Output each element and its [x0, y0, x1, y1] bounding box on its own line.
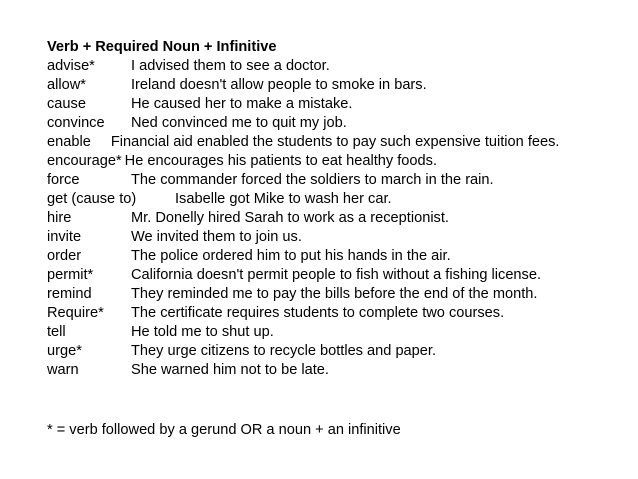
- list-item: [47, 361, 627, 380]
- verb-term: allow*: [47, 77, 86, 93]
- verb-term: convince: [47, 115, 105, 131]
- example-sentence: We invited them to join us.: [131, 229, 302, 245]
- list-item: [47, 171, 627, 190]
- verb-term: cause: [47, 96, 86, 112]
- verb-term: Require*: [47, 305, 104, 321]
- list-item: [47, 95, 627, 114]
- example-sentence: Ned convinced me to quit my job.: [131, 115, 347, 131]
- footnote: * = verb followed by a gerund OR a noun + an infinitive: [47, 422, 401, 438]
- verb-list: [47, 38, 627, 380]
- example-sentence: The police ordered him to put his hands in the air.: [131, 248, 451, 264]
- verb-term: permit*: [47, 267, 94, 283]
- list-item: [47, 57, 627, 76]
- example-sentence: I advised them to see a doctor.: [131, 58, 330, 74]
- verb-term: warn: [47, 362, 79, 378]
- example-sentence: The commander forced the soldiers to march in the rain.: [131, 172, 494, 188]
- list-item: [47, 209, 627, 228]
- verb-term: tell: [47, 324, 66, 340]
- verb-term: urge*: [47, 343, 82, 359]
- list-item: [47, 114, 627, 133]
- list-item: [47, 342, 627, 361]
- verb-term: enable: [47, 134, 91, 150]
- example-sentence: He told me to shut up.: [131, 324, 274, 340]
- list-item: [47, 228, 627, 247]
- list-item: [47, 323, 627, 342]
- example-sentence: They reminded me to pay the bills before the end of the month.: [131, 286, 538, 302]
- verb-term: get (cause to): [47, 191, 137, 207]
- verb-term: invite: [47, 229, 82, 245]
- example-sentence: She warned him not to be late.: [131, 362, 329, 378]
- example-sentence: They urge citizens to recycle bottles and paper.: [131, 343, 437, 359]
- example-sentence: The certificate requires students to complete two courses.: [131, 305, 505, 321]
- list-item: [47, 133, 627, 152]
- example-sentence: Ireland doesn't allow people to smoke in bars.: [131, 77, 427, 93]
- example-sentence: California doesn't permit people to fish without a fishing license.: [131, 267, 542, 283]
- example-sentence: He encourages his patients to eat healthy foods.: [124, 153, 438, 169]
- list-item: [47, 247, 627, 266]
- verb-term: advise*: [47, 58, 95, 74]
- example-sentence: Financial aid enabled the students to pay such expensive tuition fees.: [110, 134, 560, 150]
- list-item: [47, 190, 627, 209]
- example-sentence: Isabelle got Mike to wash her car.: [175, 191, 392, 207]
- list-item: [47, 285, 627, 304]
- verb-term: remind: [47, 286, 92, 302]
- example-sentence: He caused her to make a mistake.: [131, 96, 353, 112]
- list-item: [47, 304, 627, 323]
- verb-term: encourage*: [47, 153, 122, 169]
- list-item: [47, 266, 627, 285]
- verb-term: force: [47, 172, 80, 188]
- list-item: [47, 152, 627, 171]
- list-item: [47, 76, 627, 95]
- example-sentence: Mr. Donelly hired Sarah to work as a receptionist.: [131, 210, 449, 226]
- verb-term: hire: [47, 210, 72, 226]
- verb-term: order: [47, 248, 82, 264]
- heading: Verb + Required Noun + Infinitive: [47, 39, 277, 55]
